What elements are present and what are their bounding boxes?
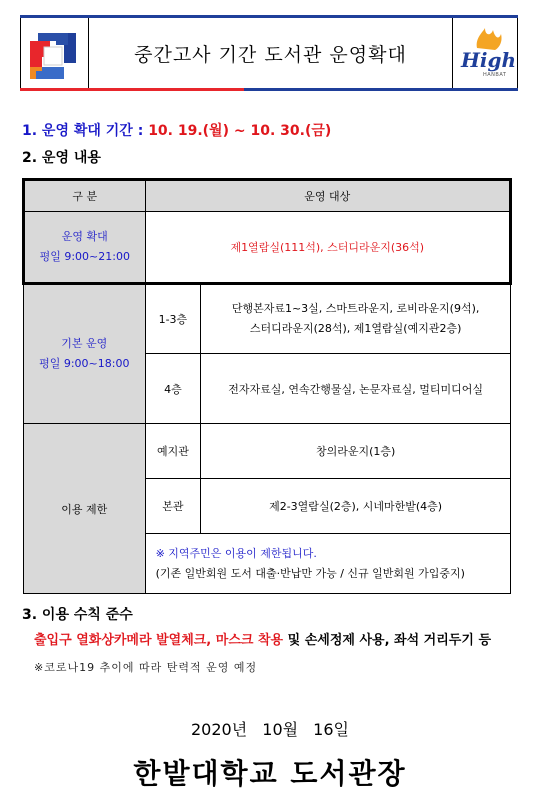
floor-cell: 1-3층 (145, 284, 201, 354)
library-logo-icon (30, 33, 76, 79)
section-1-heading (22, 120, 331, 140)
basic-category-cell (24, 284, 146, 424)
restriction-note-cell (145, 534, 510, 594)
floor-target-line: 스터디라운지(28석), 제1열람실(예지관2층) (249, 322, 462, 335)
basic-category: 기본 운영 (61, 337, 108, 350)
header-divider (452, 18, 453, 88)
section-2-heading: 2. 운영 내용 (22, 150, 101, 166)
building-target-cell: 창의라운지(1층) (201, 424, 511, 479)
table-header-category: 구 분 (24, 180, 146, 212)
basic-hours: 평일 9:00~18:00 (39, 357, 130, 370)
header-bottom-rule-red (20, 88, 244, 91)
building-cell: 본관 (145, 479, 201, 534)
restricted-category: 이용 제한 (24, 424, 146, 594)
issue-date: 2020년 10월 16일 (191, 720, 349, 739)
building-target-cell: 제2-3열람실(2층), 시네마한밭(4층) (201, 479, 511, 534)
brand-text: High (461, 48, 517, 72)
header-bottom-rule-blue (244, 88, 518, 91)
brand-subtext: HANBAT (483, 72, 507, 78)
table-header-target: 운영 대상 (145, 180, 510, 212)
expanded-hours: 평일 9:00~21:00 (39, 250, 130, 263)
restriction-detail: (기존 일반회원 도서 대출·반납만 가능 / 신규 일반회원 가입중지) (155, 566, 465, 580)
issuer-name: 한밭대학교 도서관장 (133, 757, 407, 790)
hanbat-brand-logo (455, 26, 517, 82)
expanded-target: 제1열람실(111석), 스터디라운지(36석) (145, 212, 510, 284)
rules-rest: 및 손세정제 사용, 좌석 거리두기 등 (283, 633, 491, 648)
covid-note: ※코로나19 추이에 따라 탄력적 운영 예정 (34, 661, 258, 674)
building-cell: 예지관 (145, 424, 201, 479)
floor-cell: 4층 (145, 354, 201, 424)
floor-target-line: 단행본자료1~3실, 스마트라운지, 로비라운지(9석), (231, 302, 480, 315)
section-1-label: 1. 운영 확대 기간 : (22, 123, 149, 139)
page-title: 중간고사 기간 도서관 운영확대 (134, 43, 407, 66)
rules-highlight: 출입구 열화상카메라 발열체크, 마스크 착용 (34, 633, 284, 648)
expanded-category: 운영 확대 (61, 230, 108, 243)
rules-text (34, 629, 491, 648)
restriction-note: ※ 지역주민은 이용이 제한됩니다. (155, 546, 317, 560)
expanded-category-cell (24, 212, 146, 284)
floor-target-cell (201, 284, 511, 354)
section-1-period: 10. 19.(월) ~ 10. 30.(금) (148, 123, 332, 139)
operation-table (22, 178, 512, 594)
section-3-heading: 3. 이용 수칙 준수 (22, 607, 133, 623)
floor-target-cell: 전자자료실, 연속간행물실, 논문자료실, 멀티미디어실 (201, 354, 511, 424)
